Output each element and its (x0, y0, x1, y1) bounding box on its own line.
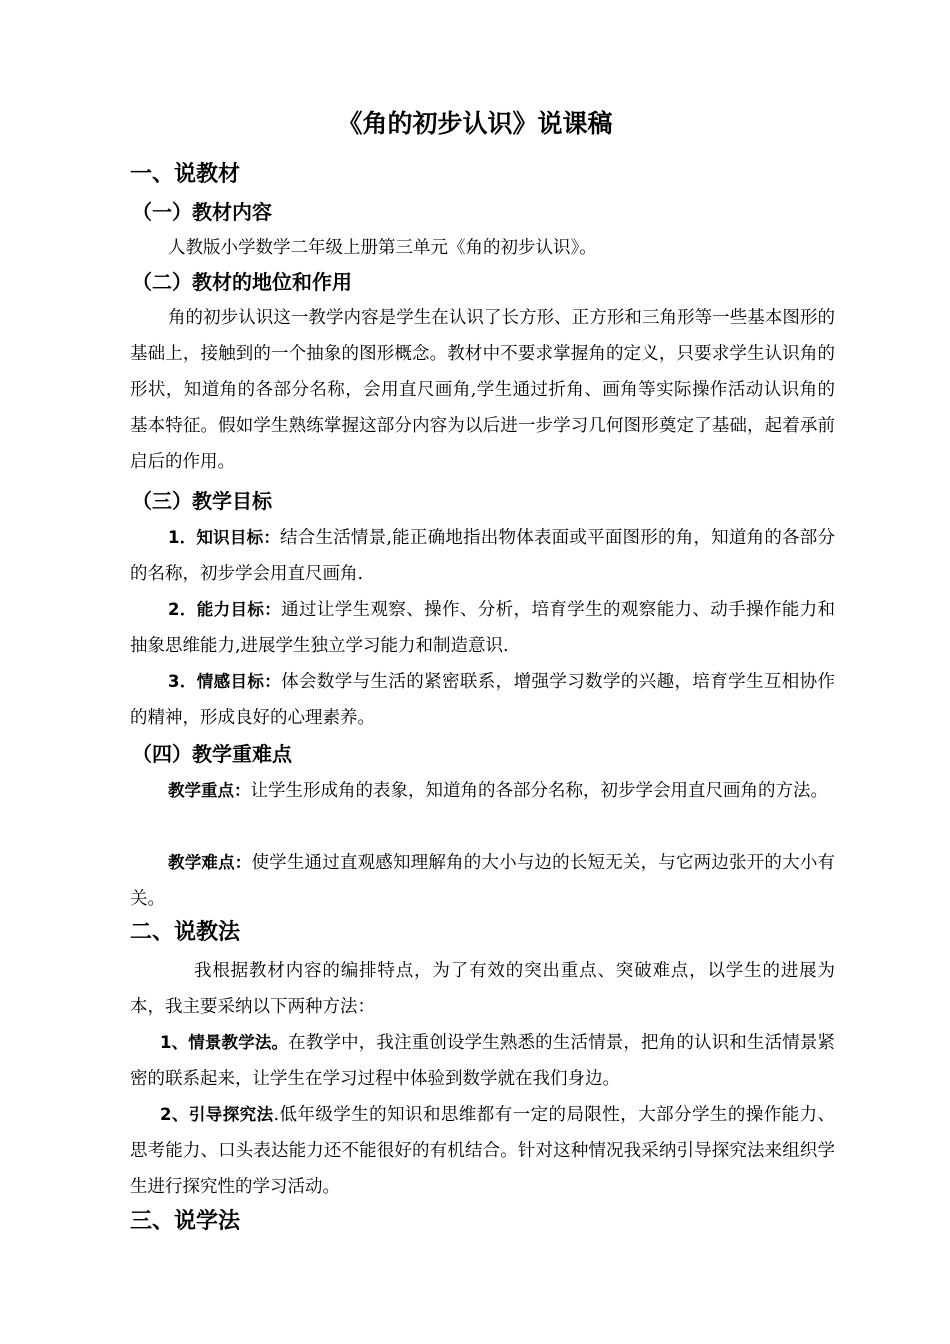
goal-knowledge-lead: 1．知识目标： (168, 528, 281, 547)
method-situational-lead: 1、情景教学法。 (160, 1033, 289, 1052)
paragraph-methods-intro: 我根据教材内容的编排特点，为了有效的突出重点、突破难点，以学生的进展为本，我主要采纳以下两种方法： (130, 961, 835, 1017)
key-point-lead: 教学重点： (168, 781, 251, 800)
goal-emotion-lead: 3．情感目标： (168, 672, 282, 691)
goal-emotion (130, 664, 835, 736)
section-heading-textbook: 一、说教材 (130, 162, 241, 187)
key-point-text: 让学生形成角的表象，知道角的各部分名称，初步学会用直尺画角的方法。 (250, 781, 828, 801)
subheading-role: （二）教材的地位和作用 (132, 270, 352, 294)
goal-ability-lead: 2．能力目标： (168, 600, 282, 619)
paragraph-key-point (130, 773, 835, 809)
goal-ability (130, 592, 835, 664)
method-situational (130, 1025, 835, 1097)
subheading-key-points: （四）教学重难点 (132, 742, 292, 766)
section-heading-learning-methods: 三、说学法 (130, 1209, 241, 1234)
goal-knowledge (130, 520, 835, 592)
method-situational-text: 在教学中，我注重创设学生熟悉的生活情景，把角的认识和生活情景紧密的联系起来，让学生在学习过程中体验到数学就在我们身边。 (130, 1033, 836, 1089)
difficult-point-lead: 教学难点： (168, 853, 252, 872)
document-title: 《角的初步认识》说课稿 (337, 109, 613, 138)
paragraph-role: 角的初步认识这一教学内容是学生在认识了长方形、正方形和三角形等一些基本图形的基础上，接触到的一个抽象的图形概念。教材中不要求掌握角的定义，只要求学生认识角的形状，知道角的各部分名称，会用直尺画角,学生通过折角、画角等实际操作活动认识角的基本特征。假如学生熟练掌握这部分内容为以后进一步学习几何图形奠定了基础，起着承前启后的作用。 (130, 308, 835, 472)
goal-knowledge-text: 结合生活情景,能正确地指出物体表面或平面图形的角，知道角的各部分的名称，初步学会用直尺画角. (130, 528, 836, 584)
paragraph-content: 人教版小学数学二年级上册第三单元《角的初步认识》。 (168, 238, 597, 258)
section-heading-teaching-methods: 二、说教法 (130, 920, 241, 945)
subheading-goals: （三）教学目标 (132, 489, 272, 513)
subheading-content: （一）教材内容 (132, 200, 272, 224)
goal-emotion-text: 体会数学与生活的紧密联系，增强学习数学的兴趣，培育学生互相协作的精神，形成良好的心理素养。 (130, 672, 836, 728)
method-inquiry-lead: 2、引导探究法 (160, 1105, 274, 1124)
difficult-point-text: 使学生通过直观感知理解角的大小与边的长短无关，与它两边张开的大小有关。 (130, 853, 836, 909)
goal-ability-text: 通过让学生观察、操作、分析，培育学生的观察能力、动手操作能力和抽象思维能力,进展学生独立学习能力和制造意识. (130, 600, 836, 656)
method-inquiry (130, 1097, 835, 1205)
method-inquiry-text: .低年级学生的知识和思维都有一定的局限性，大部分学生的操作能力、思考能力、口头表达能力还不能很好的有机结合。针对这种情况我采纳引导探究法来组织学生进行探究性的学习活动。 (130, 1105, 835, 1197)
paragraph-difficult-point (130, 845, 835, 917)
